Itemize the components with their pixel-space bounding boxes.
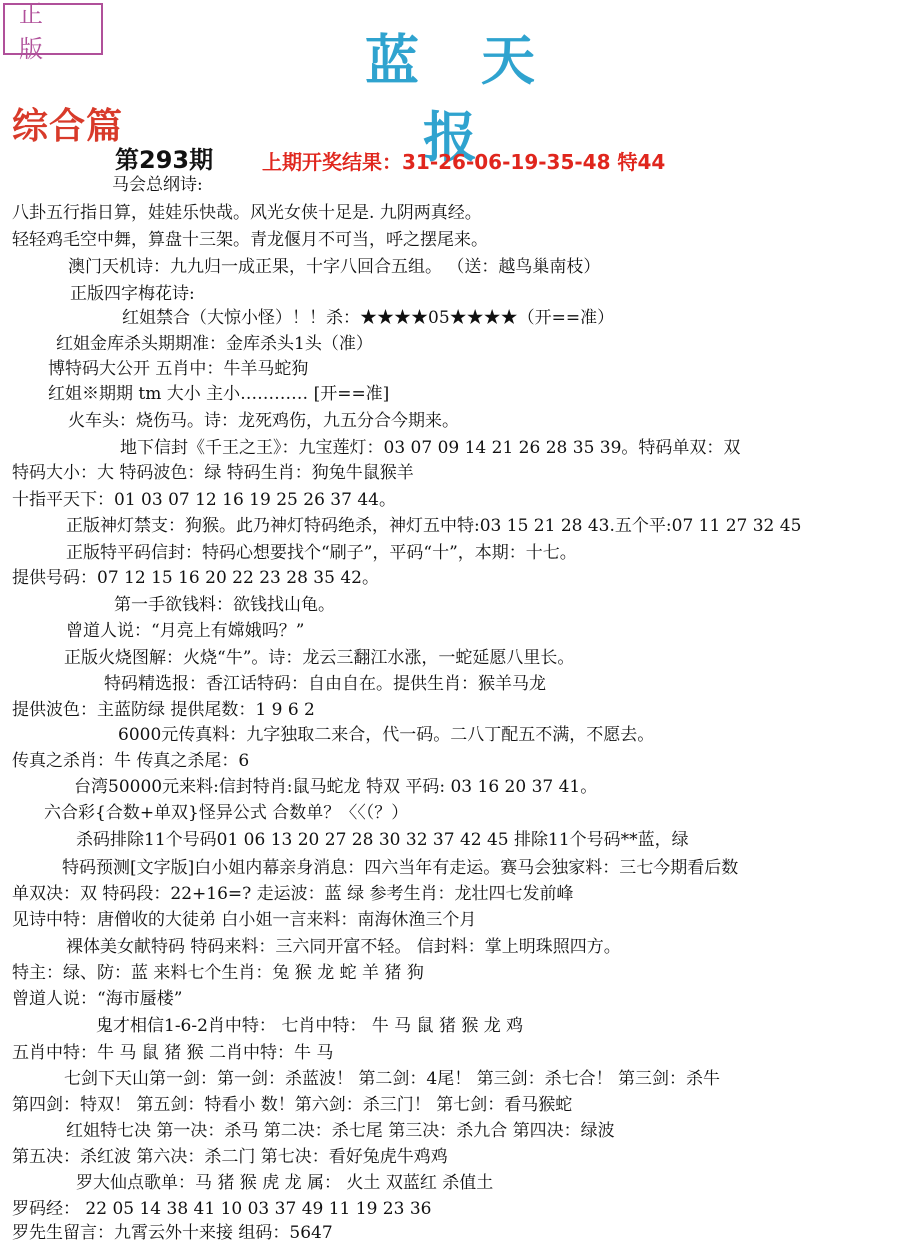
text-line: 红姐金库杀头期期准：金库杀头1头（准）	[56, 334, 373, 354]
text-line: 单双决：双 特码段：22+16=? 走运波：蓝 绿 参考生肖：龙壮四七发前峰	[12, 884, 574, 904]
newspaper-title: 蓝天报	[365, 28, 597, 169]
text-line: 第一手欲钱料：欲钱找山龟。	[114, 595, 335, 615]
issue-number: 第293期	[115, 146, 214, 174]
text-line: 提供波色：主蓝防绿 提供尾数：1 9 6 2	[12, 700, 315, 720]
text-line: 裸体美女献特码 特码来料：三六同开富不轻。 信封料：掌上明珠照四方。	[66, 937, 621, 957]
text-line: 特码预测[文字版]白小姐内幕亲身消息：四六当年有走运。赛马会独家料：三七今期看后数	[62, 858, 739, 878]
text-line: 轻轻鸡毛空中舞，算盘十三架。青龙偃月不可当，呼之摆尾来。	[12, 230, 488, 250]
text-line: 澳门天机诗：九九归一成正果，十字八回合五组。 （送：越鸟巢南枝）	[68, 257, 601, 277]
text-line: 曾道人说：“月亮上有嫦娥吗？”	[66, 621, 305, 641]
text-line: 第五决：杀红波 第六决：杀二门 第七决：看好兔虎牛鸡鸡	[12, 1147, 448, 1167]
text-line: 传真之杀肖：牛 传真之杀尾：6	[12, 751, 250, 771]
text-line: 第四剑：特双！ 第五剑：特看小 数！第六剑：杀三门！ 第七剑：看马猴蛇	[12, 1095, 573, 1115]
text-line: 曾道人说：“海市蜃楼”	[12, 989, 183, 1009]
text-line: 杀码排除11个号码01 06 13 20 27 28 30 32 37 42 45 排除11个号码**蓝，绿	[76, 830, 689, 850]
text-line: 6000元传真料：九字独取二来合，代一码。二八丁配五不满，不愿去。	[118, 725, 655, 745]
text-line: 特码大小：大 特码波色：绿 特码生肖：狗兔牛鼠猴羊	[12, 463, 414, 483]
text-line: 罗大仙点歌单：马 猪 猴 虎 龙 属： 火土 双蓝红 杀值土	[76, 1173, 494, 1193]
text-line: 五肖中特：牛 马 鼠 猪 猴 二肖中特：牛 马	[12, 1043, 334, 1063]
text-line: 红姐特七决 第一决：杀马 第二决：杀七尾 第三决：杀九合 第四决：绿波	[66, 1121, 615, 1141]
text-line: 八卦五行指日算，娃娃乐快哉。风光女侠十足是. 九阴两真经。	[12, 203, 482, 223]
text-line: 马会总纲诗:	[112, 175, 203, 195]
text-line: 罗先生留言：九霄云外十来接 组码：5647	[12, 1223, 333, 1243]
text-line: 正版特平码信封：特码心想要找个“刷子”，平码“十”，本期：十七。	[66, 543, 577, 563]
text-line: 正版四字梅花诗:	[70, 284, 195, 304]
text-line: 鬼才相信1-6-2肖中特： 七肖中特： 牛 马 鼠 猪 猴 龙 鸡	[96, 1016, 524, 1036]
text-line: 红姐禁合（大惊小怪）！！杀：★★★★05★★★★（开==准）	[122, 308, 615, 328]
text-line: 火车头：烧伤马。诗：龙死鸡伤，九五分合今期来。	[68, 411, 459, 431]
section-title: 综合篇	[12, 105, 124, 147]
last-draw-result: 上期开奖结果：31-26-06-19-35-48 特44	[262, 150, 666, 174]
text-line: 台湾50000元来料:信封特肖:鼠马蛇龙 特双 平码: 03 16 20 37 41。	[74, 777, 598, 797]
text-line: 博特码大公开 五肖中：牛羊马蛇狗	[48, 359, 309, 379]
text-line: 六合彩{合数+单双}怪异公式 合数单？〈〈（？）	[44, 803, 409, 823]
text-line: 见诗中特：唐僧收的大徒弟 白小姐一言来料：南海休渔三个月	[12, 910, 477, 930]
text-line: 特码精选报：香江话特码：自由自在。提供生肖：猴羊马龙	[104, 674, 546, 694]
text-line: 地下信封《千王之王》：九宝莲灯：03 07 09 14 21 26 28 35 39。特码单双：双	[120, 438, 741, 458]
text-line: 七剑下天山第一剑：第一剑：杀蓝波！ 第二剑：4尾！ 第三剑：杀七合！ 第三剑：杀牛	[64, 1069, 721, 1089]
authentic-badge: 正版	[3, 3, 103, 55]
text-line: 十指平天下：01 03 07 12 16 19 25 26 37 44。	[12, 490, 396, 510]
text-line: 正版火烧图解：火烧“牛”。诗：龙云三翻江水涨，一蛇延愿八里长。	[64, 648, 575, 668]
text-line: 特主：绿、防：蓝 来料七个生肖：兔 猴 龙 蛇 羊 猪 狗	[12, 963, 424, 983]
text-line: 提供号码：07 12 15 16 20 22 23 28 35 42。	[12, 568, 379, 588]
text-line: 罗码经： 22 05 14 38 41 10 03 37 49 11 19 23 36	[12, 1199, 432, 1219]
text-line: 正版神灯禁支：狗猴。此乃神灯特码绝杀，神灯五中特:03 15 21 28 43.五个平:07 11 27 32 45	[66, 516, 802, 536]
text-line: 红姐※期期 tm 大小 主小………… [开==准]	[48, 384, 390, 404]
